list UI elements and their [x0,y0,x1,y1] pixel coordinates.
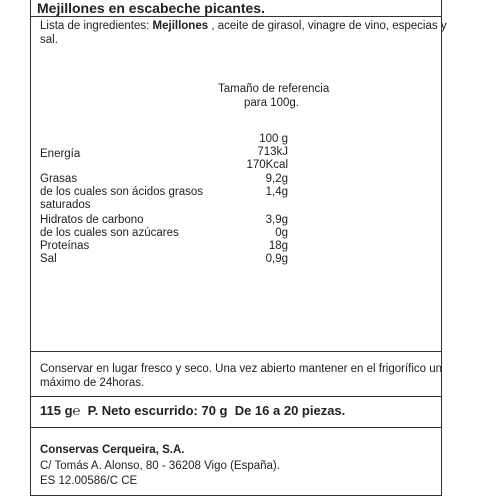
producer-name: Conservas Cerqueira, S.A. [40,444,185,456]
ingredients-rest: , aceite de girasol, vinagre de vino, especias y [208,20,447,32]
estimated-sign-icon: ℮ [72,403,81,418]
nutrition-value-salt: 0,9g [265,253,288,265]
nutrition-label-saturated-cont: saturados [40,199,91,211]
nutrition-value-energy-kj: 713kJ [257,146,288,158]
nutrition-value-carbs: 3,9g [265,214,288,226]
storage-line-2: máximo de 24horas. [40,377,145,389]
divider-above-producer [30,427,442,428]
ingredients-prefix: Lista de ingredientes: [40,20,153,32]
nutrition-label-energy: Energía [40,148,81,160]
producer-registry: ES 12.00586/C CE [40,475,138,487]
divider-above-net [30,396,442,397]
nutrition-label-sugars: de los cuales son azúcares [40,227,179,239]
nutrition-label-fat: Grasas [40,173,78,185]
net-weight: 115 g [40,403,73,418]
ingredients-line-2: sal. [40,34,58,46]
storage-line-1: Conservar en lugar fresco y seco. Una vez abierto mantener en el frigorífico un [40,363,443,375]
net-weight-row [40,403,345,419]
nutrition-value-saturated: 1,4g [265,186,288,198]
product-title: Mejillones en escabeche picantes. [37,0,265,16]
drained-weight: P. Neto escurrido: 70 g De 16 a 20 piezas. [80,403,346,418]
nutrition-value-sugars: 0g [275,227,288,239]
nutrition-value-fat: 9,2g [265,173,288,185]
nutrition-label-salt: Sal [40,253,57,265]
nutrition-label-protein: Proteínas [40,240,90,252]
ingredients-line-1 [40,19,447,33]
nutrition-value-protein: 18g [268,240,288,252]
ingredients-highlight: Mejillones [152,20,209,32]
nutrition-value-energy-kcal: 170Kcal [246,159,288,171]
amount-header: 100 g [259,133,288,145]
divider-above-storage [30,351,442,352]
reference-size-line-1: Tamaño de referencia [218,83,330,95]
nutrition-label-saturated: de los cuales son ácidos grasos [40,186,204,198]
producer-address: C/ Tomás A. Alonso, 80 - 36208 Vigo (España). [40,460,280,472]
reference-size-line-2: para 100g. [244,97,299,109]
nutrition-label-carbs: Hidratos de carbono [40,214,144,226]
